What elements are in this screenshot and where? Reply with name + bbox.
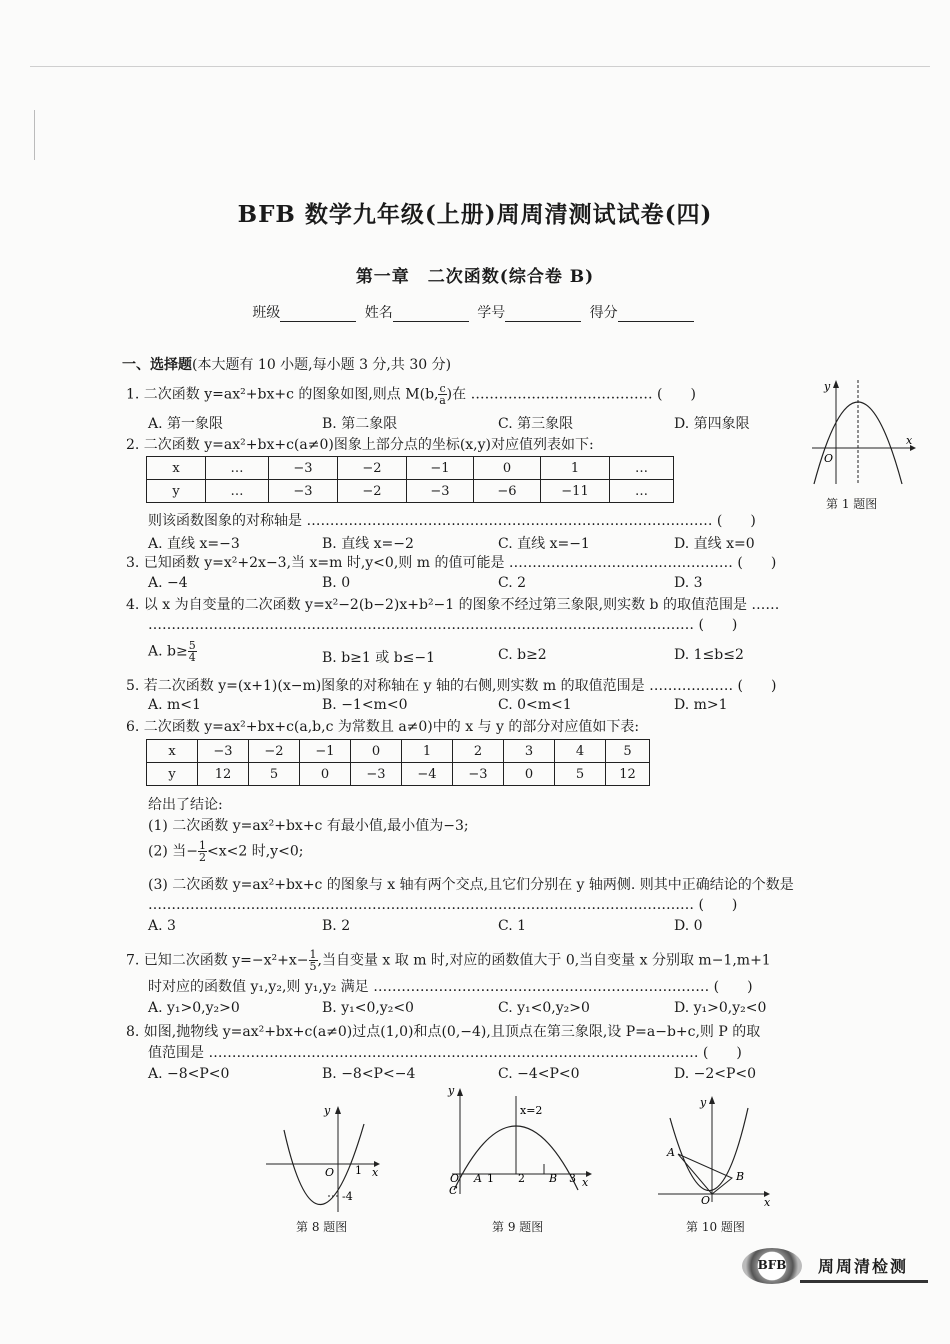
fig8-minus4-label: -4 xyxy=(342,1190,353,1203)
q2-option-c[interactable]: C. 直线 x=−1 xyxy=(498,536,590,552)
q6-stem: 6. 二次函数 y=ax²+bx+c(a,b,c 为常数且 a≠0)中的 x 与 y 的部分对应值如下表: xyxy=(126,719,640,735)
fig9-origin-label: O xyxy=(450,1172,460,1185)
table-cell: −3 xyxy=(198,740,249,763)
q4-option-b[interactable]: B. b≥1 或 b≤−1 xyxy=(322,650,436,666)
q6-c2-suffix: <x<2 时,y<0; xyxy=(207,843,304,860)
fig10-y-arrow xyxy=(709,1096,715,1104)
fig9-y-label: y xyxy=(448,1084,455,1097)
q7-stem-cont: 时对应的函数值 y₁,y₂,则 y₁,y₂ 满足 ……………………………………………………………… ( ) xyxy=(148,979,753,995)
q5-option-c[interactable]: C. 0<m<1 xyxy=(498,697,572,713)
fig9-x-label: x xyxy=(582,1176,589,1189)
q2-option-b[interactable]: B. 直线 x=−2 xyxy=(322,536,414,552)
section-note: (本大题有 10 小题,每小题 3 分,共 30 分) xyxy=(192,357,452,373)
fig9-caption: 第 9 题图 xyxy=(492,1220,544,1234)
q8-stem: 8. 如图,抛物线 y=ax²+bx+c(a≠0)过点(1,0)和点(0,−4),且顶点在第三象限,设 P=a−b+c,则 P 的取 xyxy=(126,1024,761,1040)
q5-option-a[interactable]: A. m<1 xyxy=(148,697,201,713)
fig10-b-label: B xyxy=(736,1170,745,1183)
table-cell: −3 xyxy=(453,763,504,786)
q6-frac-den: 2 xyxy=(199,851,207,864)
table-cell: −11 xyxy=(541,480,610,503)
table-cell: x xyxy=(147,740,198,763)
section-heading xyxy=(122,356,451,374)
field-id-label: 学号 xyxy=(477,305,506,321)
q1-fraction xyxy=(438,383,446,406)
table-cell: 1 xyxy=(541,457,610,480)
fig8-x-label: x xyxy=(372,1166,379,1179)
q6-conclusion-2 xyxy=(148,840,303,863)
q5-option-b[interactable]: B. −1<m<0 xyxy=(322,697,408,713)
q8-option-d[interactable]: D. −2<P<0 xyxy=(674,1066,757,1082)
q4-stem-cont: ……………………………………………………………………………………………………… ( ) xyxy=(148,617,738,633)
table-cell: −1 xyxy=(300,740,351,763)
table-cell: x xyxy=(147,457,206,480)
q3-option-a[interactable]: A. −4 xyxy=(148,575,188,591)
table-cell: −3 xyxy=(351,763,402,786)
q6-option-d[interactable]: D. 0 xyxy=(674,918,703,934)
q1-stem xyxy=(126,383,696,406)
q1-figure xyxy=(806,376,918,488)
fig8-y-label: y xyxy=(324,1104,331,1117)
table-cell: −2 xyxy=(338,457,407,480)
table-cell: y xyxy=(147,480,206,503)
fig9-b-label: B xyxy=(549,1172,558,1185)
q1-x-label: x xyxy=(906,434,913,447)
q2-question: 则该函数图象的对称轴是 …………………………………………………………………………… ( ) xyxy=(148,513,756,529)
table-cell: −2 xyxy=(338,480,407,503)
fig9-two-label: 2 xyxy=(518,1172,525,1185)
q4-option-a[interactable] xyxy=(148,640,197,663)
q3-option-c[interactable]: C. 2 xyxy=(498,575,527,591)
fig9-three-label: 3 xyxy=(569,1172,576,1185)
q4-frac-den: 4 xyxy=(188,651,196,664)
q1-y-label: y xyxy=(824,380,831,393)
q6-conclusion-3: (3) 二次函数 y=ax²+bx+c 的图象与 x 轴有两个交点,且它们分别在 y 轴两侧. 则其中正确结论的个数是 xyxy=(148,877,794,893)
q2-table-row-x xyxy=(147,457,674,480)
fig9-graph xyxy=(444,1082,600,1200)
table-cell: y xyxy=(147,763,198,786)
table-cell: 2 xyxy=(453,740,504,763)
q1-frac-den: a xyxy=(439,394,446,407)
table-cell: 0 xyxy=(474,457,541,480)
q7-stem-prefix: 7. 已知二次函数 y=−x²+x− xyxy=(126,952,309,969)
table-cell: 0 xyxy=(300,763,351,786)
q1-option-c[interactable]: C. 第三象限 xyxy=(498,416,574,432)
q4-option-a-text: A. b≥ xyxy=(148,643,188,660)
q7-fraction xyxy=(309,949,318,972)
fig8-caption: 第 8 题图 xyxy=(296,1220,348,1234)
top-rule xyxy=(30,66,930,67)
table-cell: … xyxy=(610,457,674,480)
table-cell: −6 xyxy=(474,480,541,503)
table-cell: 5 xyxy=(249,763,300,786)
fig10-caption: 第 10 题图 xyxy=(686,1220,745,1234)
q8-option-c[interactable]: C. −4<P<0 xyxy=(498,1066,580,1082)
q4-frac-num: 5 xyxy=(188,639,196,652)
q1-option-a[interactable]: A. 第一象限 xyxy=(148,416,224,432)
footer-brand: 周周清检测 xyxy=(818,1257,909,1276)
table-cell: 3 xyxy=(504,740,555,763)
q6-conclusion-1: (1) 二次函数 y=ax²+bx+c 有最小值,最小值为−3; xyxy=(148,818,469,834)
q6-table xyxy=(146,739,650,786)
q8-option-a[interactable]: A. −8<P<0 xyxy=(148,1066,230,1082)
q7-stem-suffix: ,当自变量 x 取 m 时,对应的函数值大于 0,当自变量 x 分别取 m−1,m+1 xyxy=(317,952,771,969)
q4-option-a-fraction xyxy=(188,640,197,663)
q5-stem: 5. 若二次函数 y=(x+1)(x−m)图象的对称轴在 y 轴的右侧,则实数 m 的取值范围是 ……………… ( ) xyxy=(126,678,777,694)
q1-frac-num: c xyxy=(439,382,446,395)
fig9-axis-label: x=2 xyxy=(520,1104,543,1117)
q2-table-row-y xyxy=(147,480,674,503)
q2-stem: 2. 二次函数 y=ax²+bx+c(a≠0)图象上部分点的坐标(x,y)对应值列表如下: xyxy=(126,437,594,453)
q1-origin-label: O xyxy=(824,452,834,465)
binding-mark xyxy=(34,110,38,160)
q2-option-a[interactable]: A. 直线 x=−3 xyxy=(148,536,240,552)
field-name-blank[interactable] xyxy=(393,307,469,322)
q3-option-d[interactable]: D. 3 xyxy=(674,575,703,591)
q6-option-b[interactable]: B. 2 xyxy=(322,918,351,934)
fig10-y-label: y xyxy=(700,1096,707,1109)
q1-stem-text: 1. 二次函数 y=ax²+bx+c 的图象如图,则点 M xyxy=(126,386,420,403)
field-id-blank[interactable] xyxy=(505,307,581,322)
q7-option-d[interactable]: D. y₁>0,y₂<0 xyxy=(674,1000,767,1016)
fig10-a-label: A xyxy=(667,1146,675,1159)
table-cell: −4 xyxy=(402,763,453,786)
q6-table-row-x xyxy=(147,740,650,763)
q6-option-c[interactable]: C. 1 xyxy=(498,918,527,934)
fig8-y-arrow xyxy=(335,1106,341,1114)
q8-stem-cont: 值范围是 …………………………………………………………………………………………… ( ) xyxy=(148,1045,742,1061)
fig9-a-label: A xyxy=(474,1172,482,1185)
fig9-c-label: C xyxy=(449,1184,458,1197)
table-cell: 12 xyxy=(606,763,650,786)
table-cell: 0 xyxy=(351,740,402,763)
table-cell: 4 xyxy=(555,740,606,763)
fig8-origin-label: O xyxy=(325,1166,335,1179)
q1-y-arrow xyxy=(833,380,839,388)
field-score-label: 得分 xyxy=(589,305,618,321)
table-cell: −1 xyxy=(407,457,474,480)
section-title: 一、选择题 xyxy=(122,357,192,373)
table-cell: 1 xyxy=(402,740,453,763)
table-cell: 0 xyxy=(504,763,555,786)
fig9-one-label: 1 xyxy=(487,1172,494,1185)
fig10-origin-label: O xyxy=(701,1194,711,1206)
q6-table-row-y xyxy=(147,763,650,786)
q4-option-c[interactable]: C. b≥2 xyxy=(498,647,547,663)
fig10-graph xyxy=(654,1090,776,1206)
q1-option-d[interactable]: D. 第四象限 xyxy=(674,416,750,432)
q7-frac-num: 1 xyxy=(309,948,317,961)
q3-option-b[interactable]: B. 0 xyxy=(322,575,351,591)
chapter-subtitle: 第一章 二次函数(综合卷 B) xyxy=(355,267,595,287)
field-score-blank[interactable] xyxy=(618,307,694,322)
table-cell: 5 xyxy=(555,763,606,786)
field-class-label: 班级 xyxy=(252,305,281,321)
table-cell: … xyxy=(206,480,269,503)
page-title: BFB 数学九年级(上册)周周清测试试卷(四) xyxy=(237,201,713,228)
table-cell: … xyxy=(610,480,674,503)
q1-figure-caption: 第 1 题图 xyxy=(826,497,878,511)
q7-option-c[interactable]: C. y₁<0,y₂>0 xyxy=(498,1000,590,1016)
table-cell: −3 xyxy=(407,480,474,503)
q7-frac-den: 5 xyxy=(309,960,317,973)
q6-c2-fraction xyxy=(198,840,207,863)
table-cell: 12 xyxy=(198,763,249,786)
fig8-one-label: 1 xyxy=(355,1164,362,1177)
table-cell: … xyxy=(206,457,269,480)
q1-m-close: )在 ………………………………… ( ) xyxy=(446,386,696,403)
q6-option-a[interactable]: A. 3 xyxy=(148,918,176,934)
q2-table xyxy=(146,456,674,503)
footer-rule xyxy=(800,1280,928,1283)
q7-option-a[interactable]: A. y₁>0,y₂>0 xyxy=(148,1000,240,1016)
q8-option-b[interactable]: B. −8<P<−4 xyxy=(322,1066,416,1082)
q6-given: 给出了结论: xyxy=(148,797,223,813)
q4-stem: 4. 以 x 为自变量的二次函数 y=x²−2(b−2)x+b²−1 的图象不经过第三象限,则实数 b 的取值范围是 …… xyxy=(126,597,780,613)
bfb-logo-text: BFB xyxy=(757,1258,787,1272)
q1-option-b[interactable]: B. 第二象限 xyxy=(322,416,398,432)
q7-stem xyxy=(126,949,771,972)
q4-option-d[interactable]: D. 1≤b≤2 xyxy=(674,647,744,663)
q6-c2-prefix: (2) 当− xyxy=(148,843,199,860)
table-cell: −3 xyxy=(269,480,338,503)
q5-option-d[interactable]: D. m>1 xyxy=(674,697,728,713)
bfb-logo xyxy=(742,1248,802,1284)
field-name-label: 姓名 xyxy=(364,305,393,321)
field-class-blank[interactable] xyxy=(280,307,356,322)
fig8-graph xyxy=(262,1100,386,1214)
fig10-triangle xyxy=(678,1154,732,1194)
q2-option-d[interactable]: D. 直线 x=0 xyxy=(674,536,755,552)
q6-conclusion-3-cont: ……………………………………………………………………………………………………… ( ) xyxy=(148,897,738,913)
fig9-y-arrow xyxy=(457,1088,463,1096)
table-cell: 5 xyxy=(606,740,650,763)
q7-option-b[interactable]: B. y₁<0,y₂<0 xyxy=(322,1000,414,1016)
q3-stem: 3. 已知函数 y=x²+2x−3,当 x=m 时,y<0,则 m 的值可能是 ………………………………………… ( ) xyxy=(126,555,777,571)
fig10-x-label: x xyxy=(764,1196,771,1206)
student-info-fields xyxy=(0,302,950,322)
table-cell: −2 xyxy=(249,740,300,763)
table-cell: −3 xyxy=(269,457,338,480)
q1-m-open: (b, xyxy=(419,386,439,403)
q6-frac-num: 1 xyxy=(199,839,207,852)
